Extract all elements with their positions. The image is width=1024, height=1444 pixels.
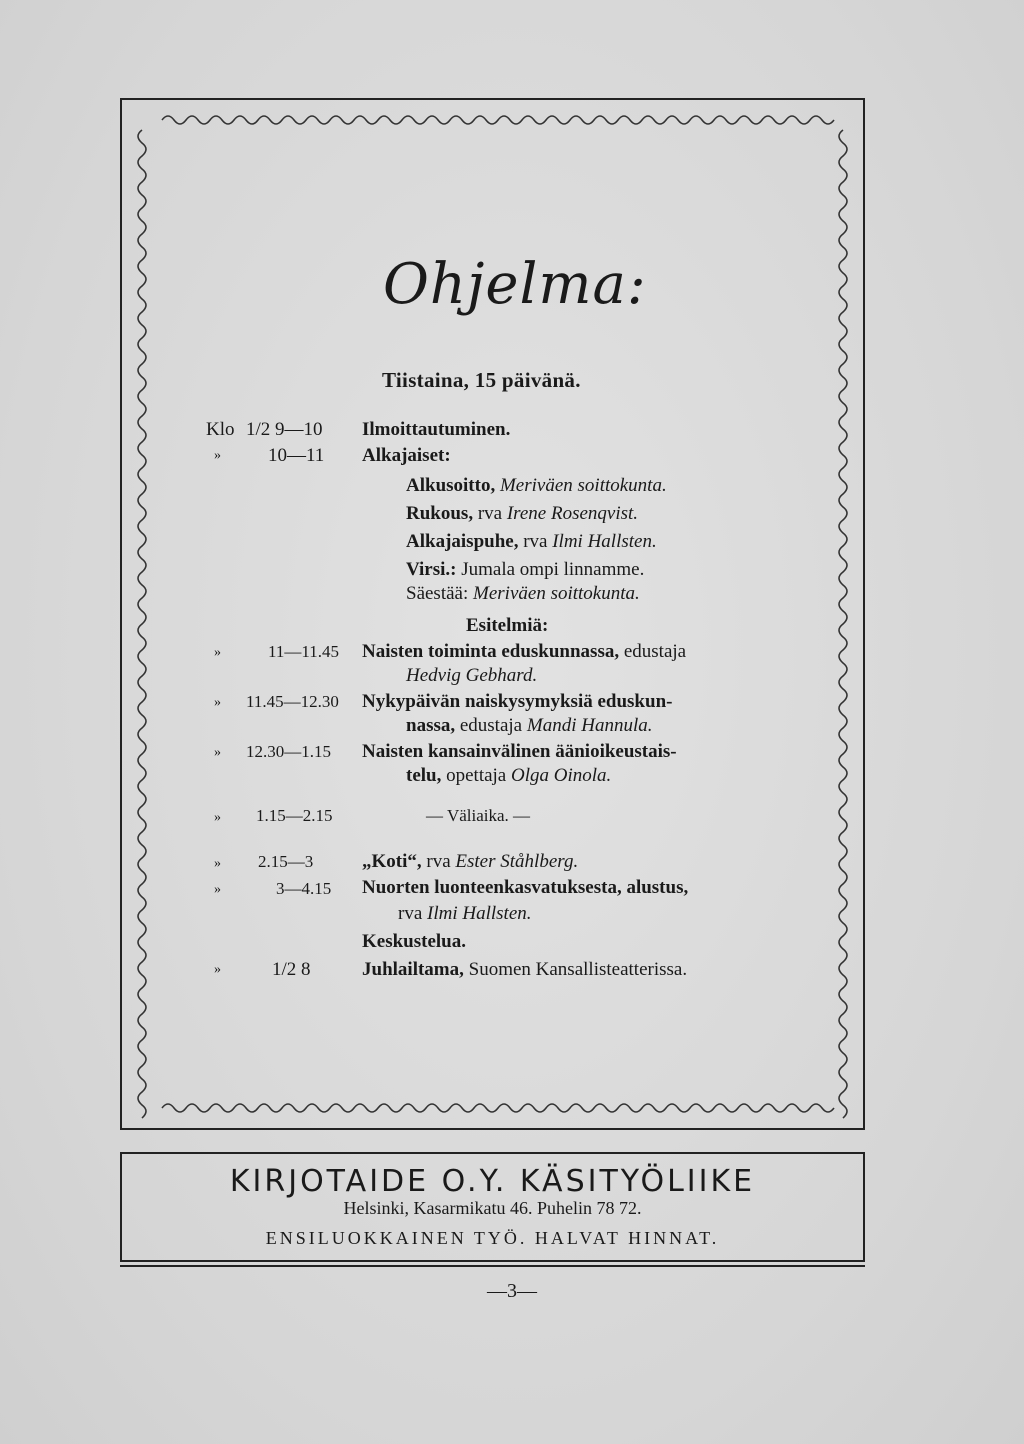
sub-item: Alkusoitto, Meriväen soittokunta. <box>406 475 667 496</box>
time-marker: » <box>214 962 221 977</box>
time-marker: » <box>214 448 221 463</box>
time-marker: » <box>214 645 221 660</box>
talk-speaker: telu, opettaja Olga Oinola. <box>406 765 612 786</box>
sub-item: Alkajaispuhe, rva Ilmi Hallsten. <box>406 531 657 552</box>
advertisement <box>120 1152 865 1262</box>
ad-address: Helsinki, Kasarmikatu 46. Puhelin 78 72. <box>343 1198 642 1218</box>
time-marker: Klo <box>206 419 235 440</box>
discussion: Keskustelua. <box>362 931 466 952</box>
time-slot: 12.30—1.15 <box>246 742 331 761</box>
talk-title: Nuorten luonteenkasvatuksesta, alustus, <box>362 877 689 898</box>
time-slot: 11—11.45 <box>268 642 339 661</box>
time-slot: 1.15—2.15 <box>256 806 333 825</box>
ad-company: KIRJOTAIDE O.Y. KÄSITYÖLIIKE <box>229 1164 756 1199</box>
item-title: Ilmoittautuminen. <box>362 419 511 440</box>
talk-speaker: rva Ilmi Hallsten. <box>398 903 532 924</box>
sub-item: Virsi.: Jumala ompi linnamme. <box>406 559 645 580</box>
talk-title: Nykypäivän naiskysymyksiä eduskun- <box>362 691 673 712</box>
section-heading: Esitelmiä: <box>466 615 549 636</box>
talk-title: Naisten toiminta eduskunnassa, edustaja <box>362 641 687 662</box>
time-slot: 2.15—3 <box>258 852 314 871</box>
time-marker: » <box>214 745 221 760</box>
talk-speaker: nassa, edustaja Mandi Hannula. <box>406 715 653 736</box>
time-slot: 11.45—12.30 <box>246 692 339 711</box>
time-marker: » <box>214 810 221 825</box>
time-marker: » <box>214 856 221 871</box>
time-slot: 1/2 9—10 <box>246 419 323 440</box>
time-marker: » <box>214 695 221 710</box>
talk-title: Juhlailtama, Suomen Kansallisteatterissa. <box>362 959 688 980</box>
talk-title: „Koti“, rva Ester Ståhlberg. <box>362 851 579 872</box>
time-slot: 3—4.15 <box>276 879 332 898</box>
talk-speaker: Hedvig Gebhard. <box>406 665 538 686</box>
divider <box>120 1265 865 1267</box>
sub-item: Säestää: Meriväen soittokunta. <box>406 583 640 604</box>
page-number: —3— <box>487 1280 537 1302</box>
time-marker: » <box>214 882 221 897</box>
sub-item: Rukous, rva Irene Rosenqvist. <box>406 503 639 524</box>
program-title: Ohjelma: <box>383 252 647 317</box>
talk-title: Naisten kansainvälinen äänioikeustais- <box>362 741 677 762</box>
item-title: Alkajaiset: <box>362 445 451 466</box>
intermission-label: — Väliaika. — <box>426 806 531 825</box>
day-heading: Tiistaina, 15 päivänä. <box>382 368 581 392</box>
time-slot: 1/2 8 <box>272 959 311 980</box>
time-slot: 10—11 <box>268 445 325 466</box>
ad-slogan: ENSILUOKKAINEN TYÖ. HALVAT HINNAT. <box>265 1228 720 1248</box>
